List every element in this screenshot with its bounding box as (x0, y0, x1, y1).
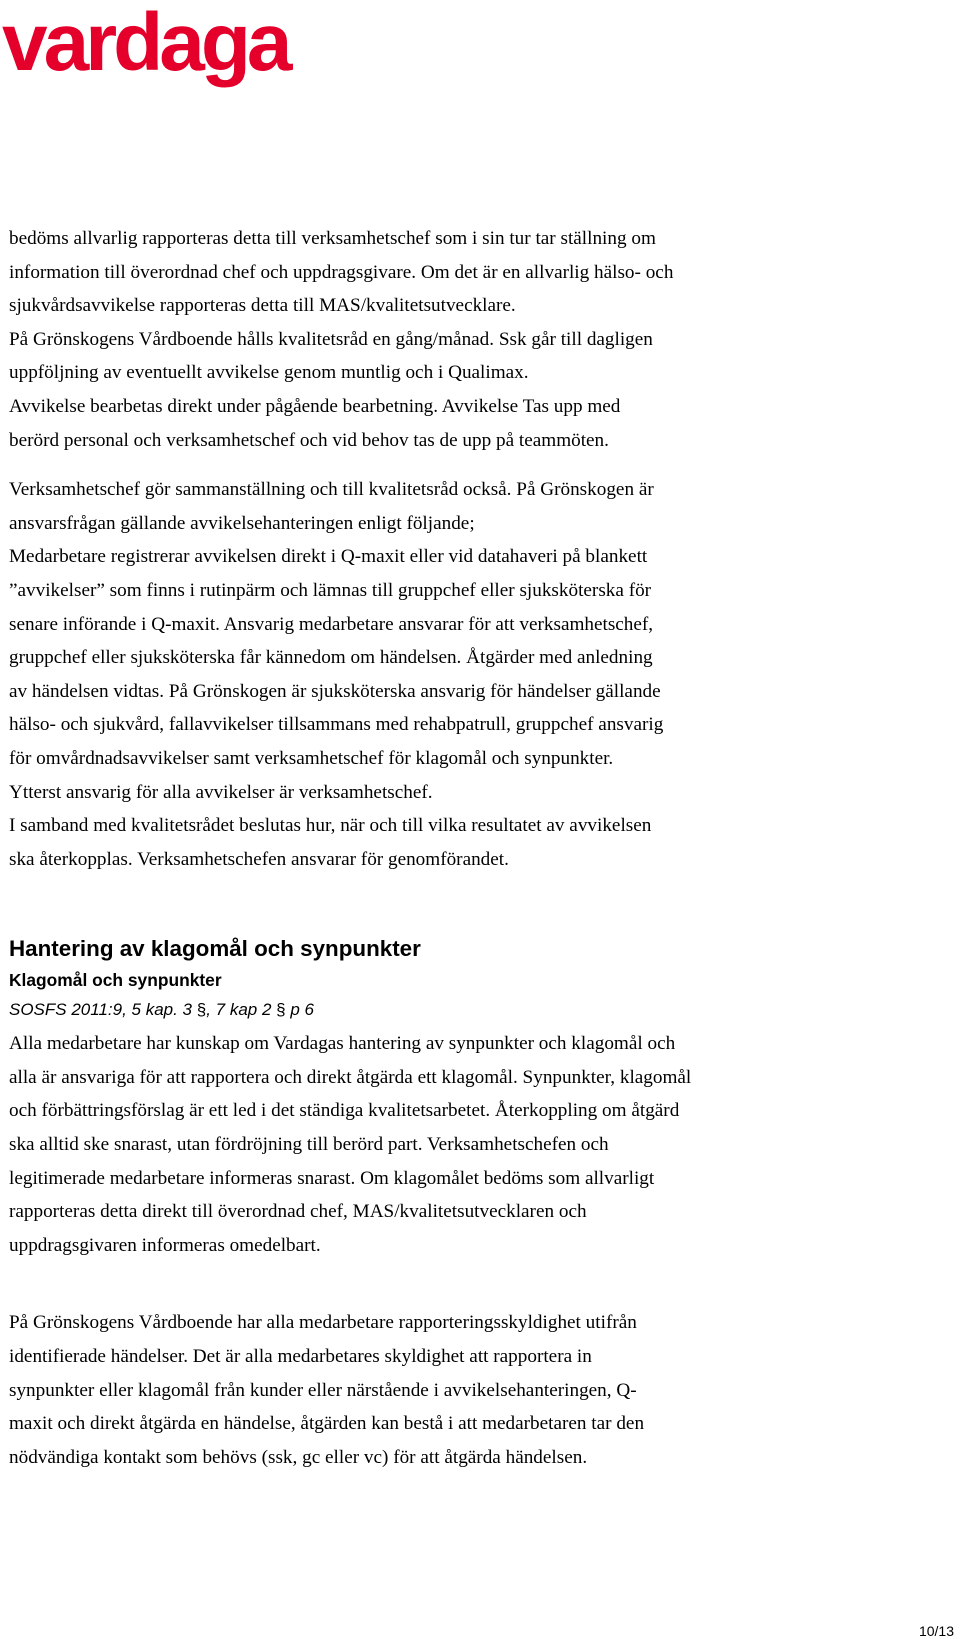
paragraph-avvikelse-rapportering (9, 222, 939, 457)
text-line: för omvårdnadsavvikelser samt verksamhetschef för klagomål och synpunkter. (9, 747, 614, 769)
spacer (9, 457, 939, 473)
text-line: berörd personal och verksamhetschef och vid behov tas de upp på teammöten. (9, 429, 609, 451)
text-line: legitimerade medarbetare informeras snarast. Om klagomålet bedöms som allvarligt (9, 1167, 655, 1189)
svg-text:vardaga: vardaga (2, 0, 289, 88)
text-line: Alla medarbetare har kunskap om Vardagas hantering av synpunkter och klagomål och (9, 1033, 676, 1055)
text-line: ”avvikelser” som finns i rutinpärm och lämnas till gruppchef eller sjuksköterska för (9, 579, 652, 601)
ref-text: p 6 (285, 1000, 314, 1020)
section-sign-icon: § (276, 1000, 286, 1020)
text-line: Verksamhetschef gör sammanställning och till kvalitetsråd också. På Grönskogen är (9, 479, 654, 501)
paragraph-ansvarsfragan (9, 473, 939, 876)
text-line: ansvarsfrågan gällande avvikelsehanteringen enligt följande; (9, 512, 475, 534)
text-line: På Grönskogens Vårdboende har alla medarbetare rapporteringsskyldighet utifrån (9, 1312, 637, 1334)
text-line: nödvändiga kontakt som behövs (ssk, gc eller vc) för att åtgärda händelsen. (9, 1446, 588, 1468)
text-line: identifierade händelser. Det är alla medarbetares skyldighet att rapportera in (9, 1346, 592, 1368)
page-number: 10/13 (918, 1623, 954, 1639)
text-line: senare införande i Q-maxit. Ansvarig medarbetare ansvarar för att verksamhetschef, (9, 613, 654, 635)
spacer (9, 876, 939, 932)
text-line: ska alltid ske snarast, utan fördröjning till berörd part. Verksamhetschefen och (9, 1134, 609, 1156)
text-line: uppföljning av eventuellt avvikelse genom muntlig och i Qualimax. (9, 362, 529, 384)
text-line: Medarbetare registrerar avvikelsen direkt i Q-maxit eller vid datahaveri på blankett (9, 546, 648, 568)
section-heading: Hantering av klagomål och synpunkter (9, 936, 421, 962)
text-line: synpunkter eller klagomål från kunder eller närstående i avvikelsehanteringen, Q- (9, 1379, 637, 1401)
text-line: gruppchef eller sjuksköterska får kännedom om händelsen. Åtgärder med anledning (9, 647, 653, 669)
text-line: rapporteras detta direkt till överordnad chef, MAS/kvalitetsutvecklaren och (9, 1201, 587, 1223)
text-line: hälso- och sjukvård, fallavvikelser tillsammans med rehabpatrull, gruppchef ansvarig (9, 714, 664, 736)
text-line: sjukvårdsavvikelse rapporteras detta till MAS/kvalitetsutvecklare. (9, 295, 516, 317)
text-line: Ytterst ansvarig för alla avvikelser är verksamhetschef. (9, 781, 433, 803)
document-body (9, 222, 939, 1474)
text-line: och förbättringsförslag är ett led i det ständiga kvalitetsarbetet. Återkoppling om åtgärd (9, 1100, 680, 1122)
text-line: I samband med kvalitetsrådet beslutas hur, när och till vilka resultatet av avvikelsen (9, 815, 652, 837)
text-line: Avvikelse bearbetas direkt under pågående bearbetning. Avvikelse Tas upp med (9, 395, 621, 417)
text-line: alla är ansvariga för att rapportera och direkt åtgärda ett klagomål. Synpunkter, klagomål (9, 1066, 692, 1088)
section-sign-icon: § (196, 1000, 207, 1020)
text-line: bedöms allvarlig rapporteras detta till verksamhetschef som i sin tur tar ställning om (9, 228, 656, 249)
ref-text: SOSFS 2011:9, 5 kap. 3 (9, 1000, 197, 1020)
text-line: information till överordnad chef och uppdragsgivare. Om det är en allvarlig hälso- och (9, 261, 674, 283)
paragraph-klagomal-hantering (9, 1027, 939, 1262)
text-line: av händelsen vidtas. På Grönskogen är sjuksköterska ansvarig för händelser gällande (9, 680, 661, 702)
text-line: ska återkopplas. Verksamhetschefen ansvarar för genomförandet. (9, 848, 509, 870)
ref-text: , 7 kap 2 (206, 1000, 277, 1020)
paragraph-rapporteringsskyldighet (9, 1306, 939, 1474)
text-line: uppdragsgivaren informeras omedelbart. (9, 1234, 321, 1256)
text-line: maxit och direkt åtgärda en händelse, åtgärden kan bestå i att medarbetaren tar den (9, 1413, 645, 1435)
text-line: På Grönskogens Vårdboende hålls kvalitetsråd en gång/månad. Ssk går till dagligen (9, 328, 653, 350)
subsection-heading: Klagomål och synpunkter (9, 970, 222, 991)
regulation-reference (9, 995, 939, 1025)
spacer (9, 1262, 939, 1306)
vardaga-logo (0, 0, 310, 92)
